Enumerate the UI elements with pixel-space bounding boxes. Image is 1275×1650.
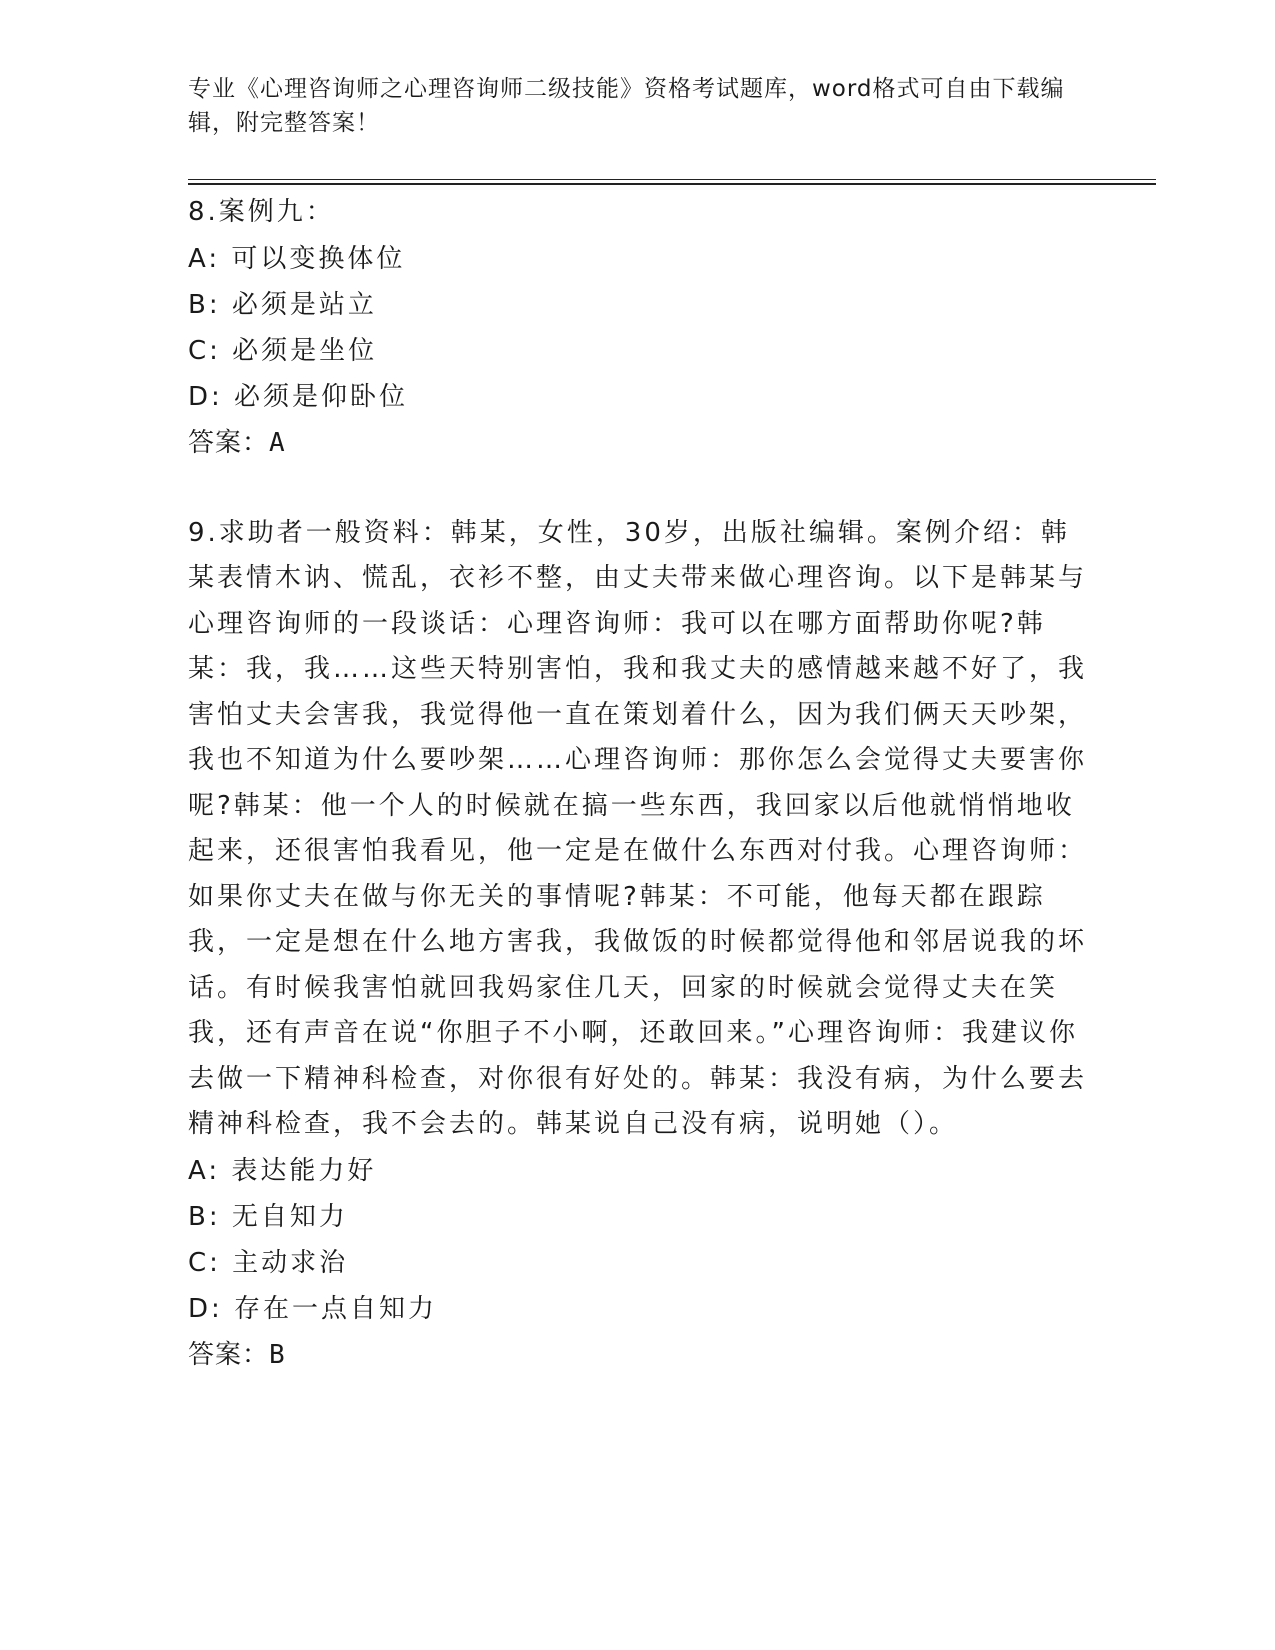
- option-b: B: 必须是站立: [188, 289, 377, 320]
- answer-value: A: [269, 427, 286, 458]
- option-a: A: 表达能力好: [188, 1155, 377, 1186]
- option-c: C: 必须是坐位: [188, 335, 378, 366]
- option-d: D: 必须是仰卧位: [188, 381, 409, 412]
- question-list: [188, 190, 1088, 1378]
- option-b: B: 无自知力: [188, 1201, 348, 1232]
- answer-label: 答案：: [188, 1339, 270, 1370]
- option-d: D: 存在一点自知力: [188, 1293, 438, 1324]
- document-header: 专业《心理咨询师之心理咨询师二级技能》资格考试题库，word格式可自由下载编辑，附完整答案！: [188, 76, 1065, 136]
- answer-line: [188, 1332, 1088, 1378]
- question-9: [188, 511, 1088, 1378]
- question-spacer: [188, 466, 1088, 511]
- question-8: [188, 190, 1088, 466]
- answer-label: 答案：: [188, 427, 270, 458]
- option-c: C: 主动求治: [188, 1247, 349, 1278]
- option-a: A: 可以变换体位: [188, 243, 406, 274]
- header-divider: [188, 179, 1156, 185]
- answer-line: [188, 420, 1088, 466]
- question-stem: 8.案例九：: [188, 197, 335, 227]
- question-stem: 9.求助者一般资料：韩某，女性，30岁，出版社编辑。案例介绍：韩某表情木讷、慌乱，衣衫不整，由丈夫带来做心理咨询。以下是韩某与心理咨询师的一段谈话：心理咨询师：我可以在哪方面帮助你呢?韩某：我，我……这些天特别害怕，我和我丈夫的感情越来越不好了，我害怕丈夫会害我，我觉得他一直在策划着什么，因为我们俩天天吵架，我也不知道为什么要吵架……心理咨询师：那你怎么会觉得丈夫要害你呢?韩某：他一个人的时候就在搞一些东西，我回家以后他就悄悄地收起来，还很害怕我看见，他一定是在做什么东西对付我。心理咨询师：如果你丈夫在做与你无关的事情呢?韩某：不可能，他每天都在跟踪我，一定是想在什么地方害我，我做饭的时候都觉得他和邻居说我的坏话。有时候我害怕就回我妈家住几天，回家的时候就会觉得丈夫在笑我，还有声音在说“你胆子不小啊，还敢回来。”心理咨询师：我建议你去做一下精神科检查，对你很有好处的。韩某：我没有病，为什么要去精神科检查，我不会去的。韩某说自己没有病，说明她（）。: [188, 517, 1088, 1139]
- answer-value: B: [269, 1339, 286, 1370]
